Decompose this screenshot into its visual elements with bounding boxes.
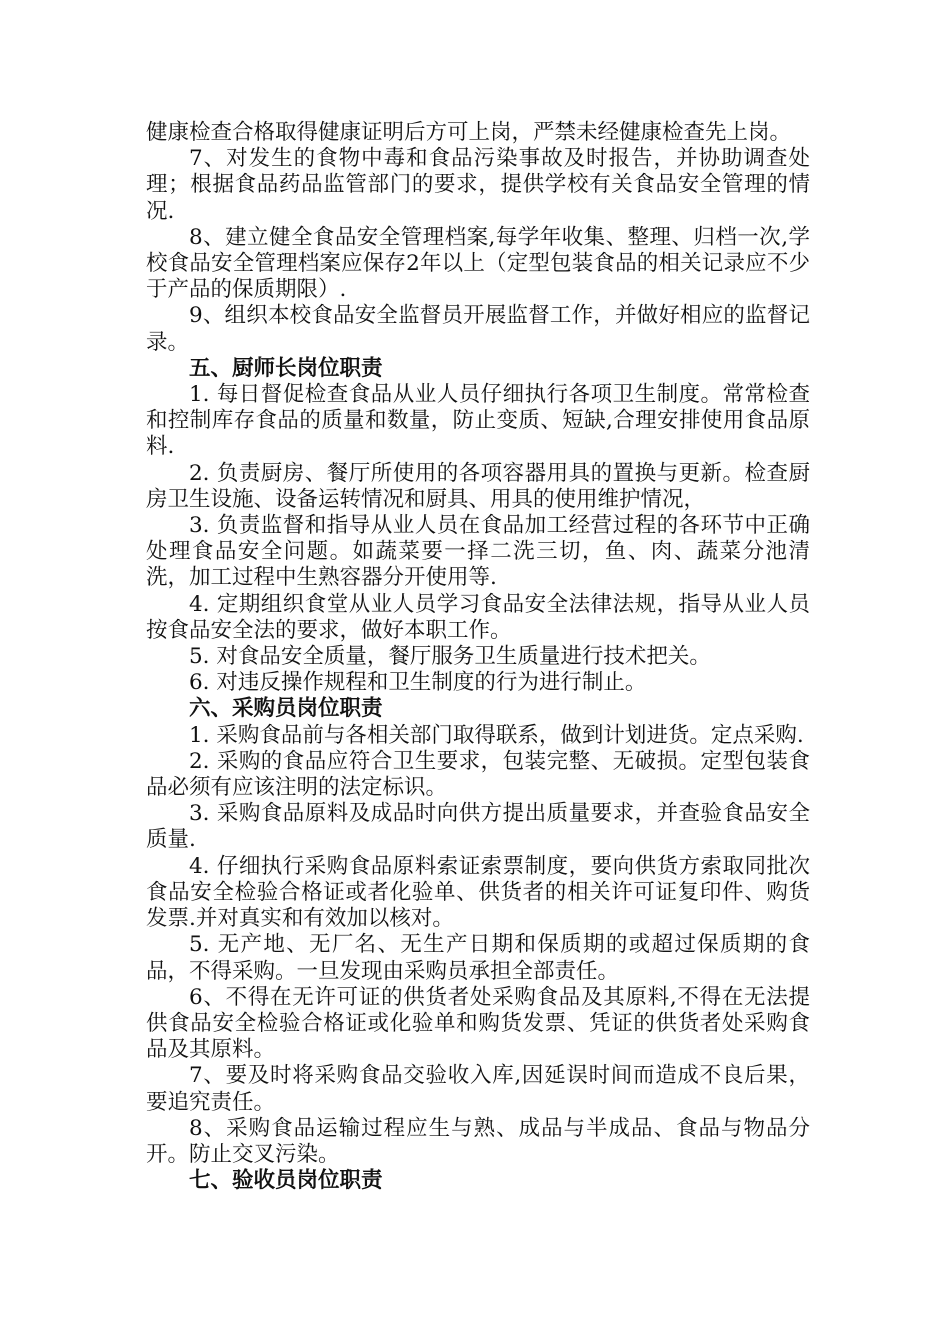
paragraph-item: 7、要及时将采购食品交验收入库,因延误时间而造成不良后果，要追究责任。 (146, 1063, 810, 1115)
paragraph-item: 5. 无产地、无厂名、无生产日期和保质期的或超过保质期的食品，不得采购。一旦发现由采购员承担全部责任。 (146, 932, 810, 984)
paragraph-item: 7、对发生的食物中毒和食品污染事故及时报告，并协助调查处理；根据食品药品监管部门的要求，提供学校有关食品安全管理的情况. (146, 146, 810, 224)
paragraph-item: 2. 采购的食品应符合卫生要求，包装完整、无破损。定型包装食品必须有应该注明的法定标识。 (146, 748, 810, 801)
section-heading-inspector: 七、验收员岗位职责 (189, 1168, 383, 1194)
paragraph-item: 3. 负责监督和指导从业人员在食品加工经营过程的各环节中正确处理食品安全问题。如蔬菜要一择二洗三切，鱼、肉、蔬菜分池清洗，加工过程中生熟容器分开使用等. (146, 513, 810, 591)
paragraph-continuation: 健康检查合格取得健康证明后方可上岗，严禁未经健康检查先上岗。 (146, 120, 792, 145)
paragraph-item: 4. 定期组织食堂从业人员学习食品安全法律法规，指导从业人员按食品安全法的要求，做好本职工作。 (146, 591, 810, 643)
section-heading-chef: 五、厨师长岗位职责 (189, 355, 383, 381)
paragraph-item: 2. 负责厨房、餐厅所使用的各项容器用具的置换与更新。检查厨房卫生设施、设备运转情况和厨具、用具的使用维护情况， (146, 460, 810, 512)
paragraph-item: 4. 仔细执行采购食品原料索证索票制度，要向供货方索取同批次食品安全检验合格证或者化验单、供货者的相关许可证复印件、购货发票.并对真实和有效加以核对。 (146, 853, 810, 932)
paragraph-item: 5. 对食品安全质量，餐厅服务卫生质量进行技术把关。 (189, 644, 711, 670)
paragraph-item: 9、组织本校食品安全监督员开展监督工作，并做好相应的监督记录。 (146, 303, 810, 355)
paragraph-item: 8、采购食品运输过程应生与熟、成品与半成品、食品与物品分开。防止交叉污染。 (146, 1115, 810, 1167)
paragraph-item: 1. 每日督促检查食品从业人员仔细执行各项卫生制度。常常检查和控制库存食品的质量和数量，防止变质、短缺,合理安排使用食品原料. (146, 382, 810, 460)
paragraph-item: 8、建立健全食品安全管理档案,每学年收集、整理、归档一次,学校食品安全管理档案应保存2年以上（定型包装食品的相关记录应不少于产品的保质期限）. (146, 224, 810, 303)
document-body (146, 120, 810, 1194)
section-heading-purchaser: 六、采购员岗位职责 (189, 696, 383, 722)
paragraph-item: 6. 对违反操作规程和卫生制度的行为进行制止。 (189, 670, 647, 696)
paragraph-item: 6、不得在无许可证的供货者处采购食品及其原料,不得在无法提供食品安全检验合格证或化验单和购货发票、凭证的供货者处采购食品及其原料。 (146, 984, 810, 1063)
paragraph-item: 3. 采购食品原料及成品时向供方提出质量要求，并查验食品安全质量. (146, 801, 810, 853)
paragraph-item: 1. 采购食品前与各相关部门取得联系，做到计划进货。定点采购. (189, 722, 804, 748)
